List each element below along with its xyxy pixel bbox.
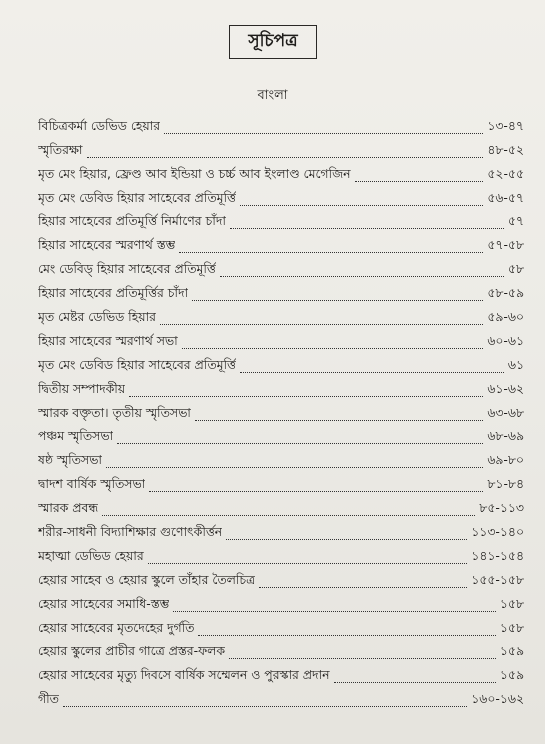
dot-leader: [240, 205, 483, 206]
toc-entry-title: মেং ডেবিড্ হিয়ার সাহেবের প্রতিমূর্ত্তি: [38, 261, 216, 277]
dot-leader: [229, 658, 496, 659]
toc-entry: [38, 377, 524, 401]
toc-entry-title: দ্বাদশ বার্ষিক স্মৃতিসভা: [38, 476, 146, 492]
dot-leader: [226, 539, 467, 540]
toc-entry-title: গীত: [38, 691, 59, 707]
toc-entry-title: স্মারক বক্তৃতা। তৃতীয় স্মৃতিসভা: [38, 404, 191, 420]
toc-entry: [38, 544, 524, 568]
toc-entry: [38, 640, 524, 664]
toc-entry: [38, 114, 524, 138]
dot-leader: [63, 706, 467, 707]
toc-entry-pages: ৬১-৬২: [487, 380, 524, 396]
toc-entry-pages: ৮৫-১১৩: [479, 500, 524, 516]
toc-entry-pages: ১৩-৪৭: [487, 117, 524, 133]
toc-entry: [38, 592, 524, 616]
dot-leader: [230, 228, 504, 229]
dot-leader: [220, 276, 504, 277]
toc-entry-pages: ৬১: [507, 356, 524, 372]
toc-entry-pages: ৫৬-৫৭: [487, 189, 524, 205]
toc-entry: [38, 472, 524, 496]
toc-entry-pages: ১৫৫-১৫৮: [471, 571, 524, 587]
dot-leader: [355, 181, 484, 182]
dot-leader: [149, 491, 483, 492]
toc-entry-title: শরীর-সাধনী বিদ্যাশিক্ষার গুণোৎকীর্ত্তন: [38, 524, 223, 540]
toc-entry-pages: ১৫৮: [499, 619, 524, 635]
toc-entry: [38, 616, 524, 640]
page-title: সূচিপত্র: [229, 25, 317, 59]
toc-entry-pages: ৫৭-৫৮: [487, 237, 524, 253]
dot-leader: [160, 324, 483, 325]
toc-entry: [38, 425, 524, 449]
toc-entry-title: মৃত মেং হিয়ার, ফ্রেণ্ড আব ইন্ডিয়া ও চর্চ্চ আব ইংলাণ্ড মেগেজিন: [38, 165, 351, 181]
toc-entry-title: হেয়ার সাহেবের সমাধি-স্তম্ভ: [38, 595, 170, 611]
toc-entry: [38, 186, 524, 210]
toc-entry-pages: ১৪১-১৫৪: [471, 547, 524, 563]
dot-leader: [198, 635, 495, 636]
toc-entry-pages: ১১৩-১৪০: [471, 524, 524, 540]
dot-leader: [192, 300, 483, 301]
dot-leader: [87, 157, 484, 158]
toc-entry: [38, 448, 524, 472]
toc-entry: [38, 257, 524, 281]
toc-entry-title: মৃত মেষ্টর ডেভিড হিয়ার: [38, 309, 156, 325]
dot-leader: [240, 372, 504, 373]
toc-entry-title: হেয়ার স্কুলের প্রাচীর গাত্রে প্রস্তর-ফলক: [38, 643, 226, 659]
toc-entry: [38, 353, 524, 377]
section-heading: বাংলা: [257, 88, 288, 103]
toc-entry-title: স্মৃতিরক্ষা: [38, 141, 83, 157]
toc-entry: [38, 162, 524, 186]
dot-leader: [179, 252, 483, 253]
toc-entry-title: দ্বিতীয় সম্পাদকীয়: [38, 380, 126, 396]
toc-entry-title: হিয়ার সাহেবের প্রতিমূর্ত্তি নির্মাণের চাঁদা: [38, 213, 226, 229]
dot-leader: [173, 611, 495, 612]
toc-entry-pages: ১৫৮: [499, 595, 524, 611]
toc-entry: [38, 687, 524, 711]
dot-leader: [148, 563, 468, 564]
toc-entry-pages: ৬৮-৬৯: [487, 428, 524, 444]
toc-entry-title: হিয়ার সাহেবের স্মরণার্থ স্তম্ভ: [38, 237, 176, 253]
toc-entry: [38, 138, 524, 162]
toc-entry: [38, 496, 524, 520]
toc-entry-pages: ৪৮-৫২: [487, 141, 524, 157]
toc-entry-title: স্মারক প্রবন্ধ: [38, 500, 99, 516]
toc-entry: [38, 305, 524, 329]
toc-entry: [38, 329, 524, 353]
dot-leader: [182, 348, 484, 349]
dot-leader: [259, 587, 467, 588]
toc-entry-title: ষষ্ঠ স্মৃতিসভা: [38, 452, 102, 468]
dot-leader: [106, 467, 483, 468]
toc-entry-title: হিয়ার সাহেবের প্রতিমূর্ত্তির চাঁদা: [38, 285, 189, 301]
toc-entry-pages: ৮১-৮৪: [487, 476, 524, 492]
toc-entry: [38, 233, 524, 257]
dot-leader: [102, 515, 475, 516]
toc-entry-pages: ১৫৯: [499, 667, 524, 683]
table-of-contents: [38, 114, 524, 711]
toc-entry: [38, 520, 524, 544]
dot-leader: [334, 682, 496, 683]
dot-leader: [117, 443, 483, 444]
toc-entry-pages: ১৫৯: [499, 643, 524, 659]
toc-entry: [38, 401, 524, 425]
toc-entry-title: হেয়ার সাহেবের মৃত্যু দিবসে বার্ষিক সম্মেলন ও পুরস্কার প্রদান: [38, 667, 330, 683]
toc-entry-pages: ১৬০-১৬২: [471, 691, 524, 707]
toc-entry-pages: ৫২-৫৫: [487, 165, 524, 181]
toc-entry-pages: ৫৯-৬০: [487, 309, 524, 325]
toc-entry: [38, 568, 524, 592]
toc-entry-pages: ৬৯-৮০: [487, 452, 524, 468]
toc-entry-pages: ৫৮-৫৯: [487, 285, 524, 301]
toc-entry-pages: ৫৭: [507, 213, 524, 229]
toc-entry-title: মৃত মেং ডেবিড হিয়ার সাহেবের প্রতিমূর্ত্তি: [38, 189, 236, 205]
toc-entry-pages: ৬৩-৬৮: [487, 404, 524, 420]
toc-entry-title: পঞ্চম স্মৃতিসভা: [38, 428, 114, 444]
dot-leader: [164, 133, 483, 134]
toc-entry: [38, 210, 524, 234]
toc-entry-title: বিচিত্রকর্মা ডেভিড হেয়ার: [38, 117, 161, 133]
toc-entry: [38, 281, 524, 305]
toc-entry-title: হিয়ার সাহেবের স্মরণার্থ সভা: [38, 332, 178, 348]
toc-entry-title: হেয়ার সাহেবের মৃতদেহের দুর্গতি: [38, 619, 195, 635]
toc-entry: [38, 663, 524, 687]
toc-entry-title: মহাত্মা ডেভিড হেয়ার: [38, 547, 144, 563]
toc-entry-title: হেয়ার সাহেব ও হেয়ার স্কুলে তাঁহার তৈলচিত্র: [38, 571, 256, 587]
dot-leader: [129, 396, 483, 397]
toc-entry-pages: ৬০-৬১: [487, 332, 524, 348]
toc-entry-title: মৃত মেং ডেবিড হিয়ার সাহেবের প্রতিমূর্ত্তি: [38, 356, 236, 372]
toc-entry-pages: ৫৮: [507, 261, 524, 277]
dot-leader: [195, 420, 483, 421]
